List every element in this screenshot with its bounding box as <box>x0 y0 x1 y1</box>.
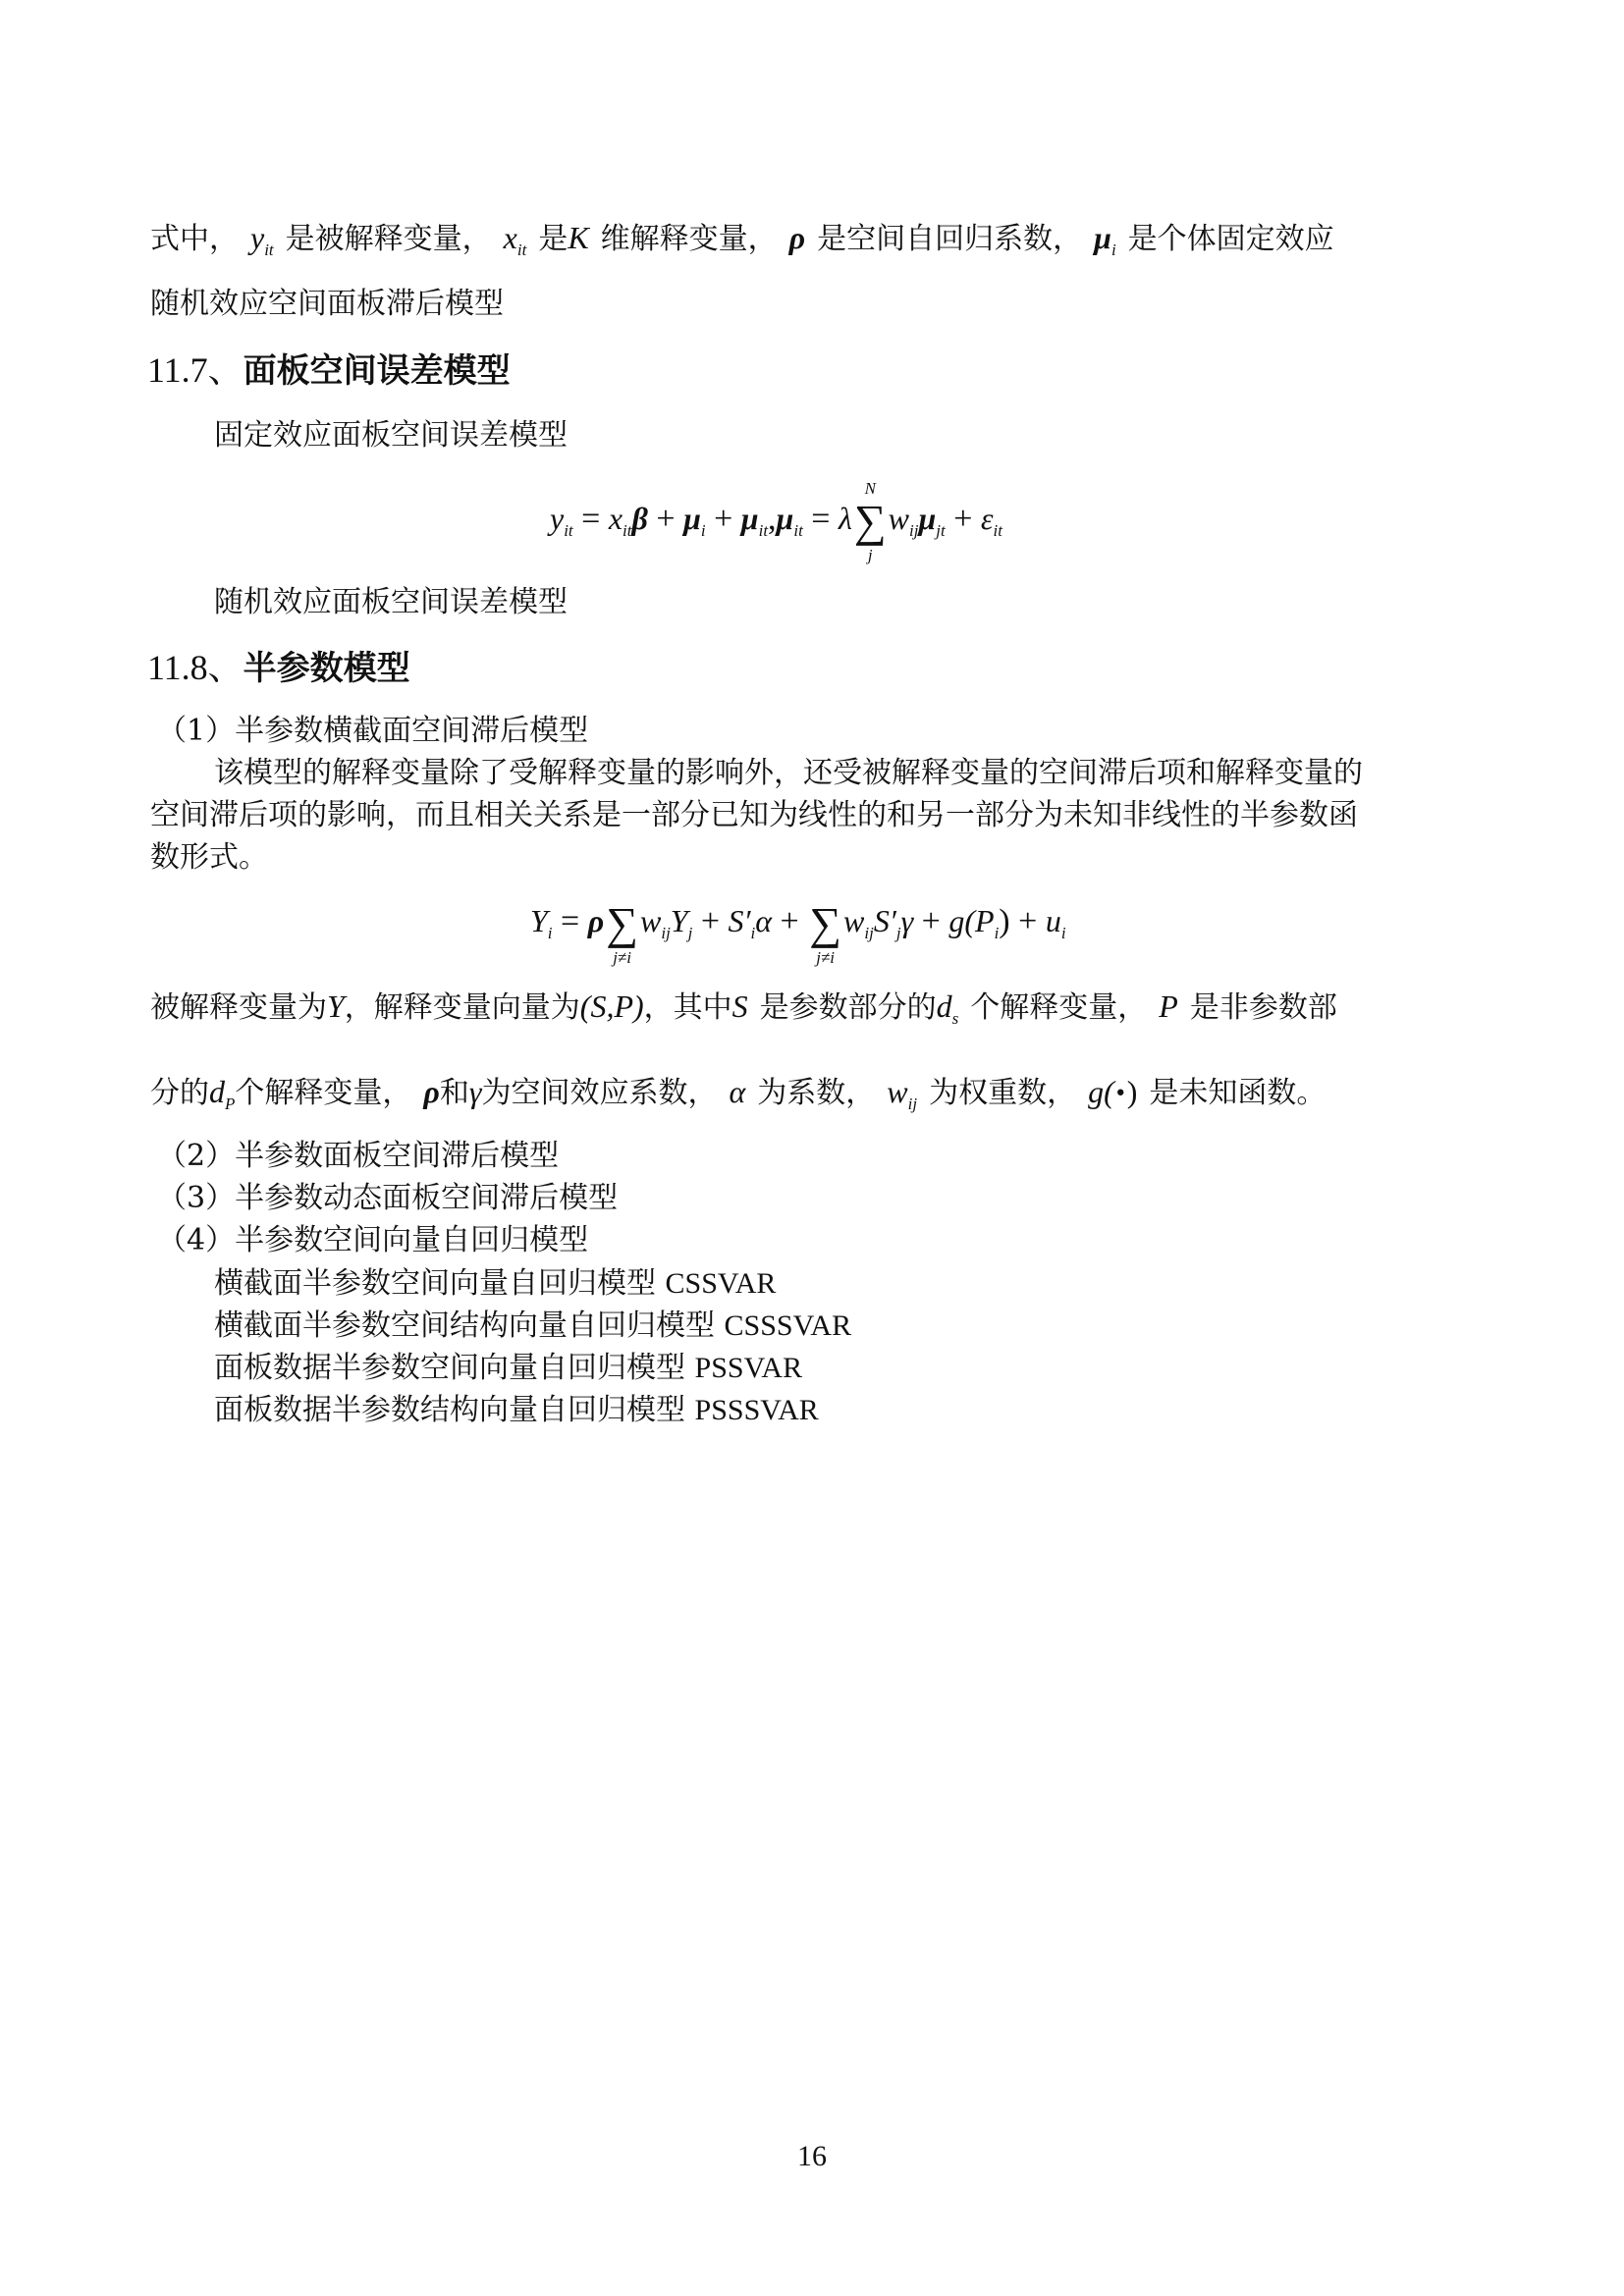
formula-symbol: Y <box>530 903 548 938</box>
section-title: 面板空间误差模型 <box>243 351 511 391</box>
var-rho: ρ <box>788 220 806 255</box>
formula-operator: + <box>953 501 973 537</box>
intro-variable-definition <box>150 218 1334 259</box>
var-alpha: α <box>729 1074 746 1109</box>
formula-symbol: μ <box>740 501 759 536</box>
sub-item-code: CSSSVAR <box>724 1309 852 1342</box>
text: ，其中 <box>643 990 732 1025</box>
formula-symbol: Y <box>670 903 688 938</box>
sum-icon: ∑ <box>853 496 887 547</box>
formula-symbol: w <box>888 501 909 536</box>
subscript: ij <box>864 924 874 942</box>
list-item-1: （1）半参数横截面空间滞后模型 <box>157 714 589 748</box>
paragraph-line-3: 数形式。 <box>150 840 268 875</box>
formula-symbol: w <box>843 903 865 938</box>
subscript: i <box>547 924 553 942</box>
section-title: 半参数模型 <box>243 649 410 688</box>
formula-operator: = <box>561 903 580 939</box>
formula-symbol: u <box>1045 903 1061 938</box>
formula-symbol: g <box>948 903 965 938</box>
var-rho: ρ <box>423 1074 440 1109</box>
formula-symbol: γ <box>900 903 914 938</box>
formula-operator: + <box>714 501 733 537</box>
subscript: i <box>700 521 706 540</box>
list-item-2: （2）半参数面板空间滞后模型 <box>157 1139 560 1173</box>
sub-item-code: CSSVAR <box>665 1267 777 1300</box>
subscript: it <box>758 521 769 540</box>
formula-symbol: S′ <box>873 903 896 938</box>
sum-icon: ∑ <box>809 898 842 949</box>
page-number: 16 <box>797 2140 827 2172</box>
sub-item-label: 横截面半参数空间向量自回归模型 <box>214 1266 656 1301</box>
subscript: ij <box>907 1095 918 1113</box>
formula-symbol: β <box>631 501 648 536</box>
var-y: y <box>250 220 265 255</box>
text: 维解释变量， <box>600 222 778 256</box>
formula-spatial-error-model <box>550 479 1002 565</box>
formula-symbol: μ <box>776 501 794 536</box>
var-w: w <box>887 1074 908 1109</box>
section-number: 11.7、 <box>147 350 244 390</box>
text: 为系数， <box>757 1076 876 1110</box>
var-p: P <box>1159 988 1178 1024</box>
sub-item-pssvar <box>214 1349 802 1388</box>
explanation-line-2 <box>150 1072 1326 1114</box>
sub-item-cssvar <box>214 1264 776 1304</box>
sum-upper-limit: N <box>864 479 876 499</box>
formula-symbol: y <box>550 501 565 536</box>
text: 是被解释变量， <box>285 222 492 256</box>
text: 为空间效应系数， <box>481 1076 718 1110</box>
section-number: 11.8、 <box>147 648 244 687</box>
text: 和 <box>439 1076 469 1110</box>
subscript: it <box>793 521 803 540</box>
var-mu: μ <box>1094 220 1111 255</box>
var-gamma: γ <box>468 1074 482 1109</box>
var-g: g( <box>1088 1074 1114 1109</box>
bullet-icon: • <box>1113 1082 1127 1106</box>
text: ) <box>1126 1074 1138 1109</box>
subscript: it <box>993 521 1002 540</box>
subscript: P <box>225 1095 236 1113</box>
subscript: it <box>623 521 632 540</box>
formula-symbol: μ <box>683 501 701 536</box>
text: 分的 <box>150 1076 209 1110</box>
var-y: Y <box>327 988 345 1024</box>
sub-item-label: 横截面半参数空间结构向量自回归模型 <box>214 1308 715 1343</box>
sum-icon: ∑ <box>606 898 638 949</box>
sub-item-code: PSSVAR <box>694 1352 803 1384</box>
text: 个解释变量， <box>235 1076 412 1110</box>
subscript: i <box>994 924 1000 942</box>
text: 是参数部分的 <box>759 990 937 1025</box>
formula-operator: + <box>700 903 721 939</box>
subscript: it <box>264 240 274 259</box>
text: 是 <box>538 222 568 256</box>
summation <box>606 898 638 968</box>
subscript: i <box>1060 924 1066 942</box>
random-effect-error-model-label: 随机效应面板空间误差模型 <box>214 585 568 619</box>
sum-lower-limit: j <box>867 546 873 565</box>
var-sp: (S,P) <box>579 988 644 1024</box>
formula-operator: ) <box>999 903 1010 939</box>
subscript: ij <box>908 521 919 540</box>
section-heading-11-7 <box>147 348 511 393</box>
formula-operator: + <box>1018 903 1038 939</box>
sub-item-psssvar <box>214 1391 819 1430</box>
sub-item-code: PSSSVAR <box>694 1394 819 1426</box>
var-x: x <box>503 220 517 255</box>
formula-operator: = <box>811 501 831 537</box>
sub-item-csssvar <box>214 1307 851 1346</box>
subscript: it <box>564 521 573 540</box>
formula-operator: + <box>780 903 799 939</box>
formula-symbol: x <box>608 501 623 536</box>
text: ，解释变量向量为 <box>344 990 580 1025</box>
formula-symbol: μ <box>918 501 937 536</box>
text: 是个体固定效应 <box>1127 222 1334 256</box>
formula-operator: + <box>656 501 676 537</box>
explanation-line-1 <box>150 987 1337 1028</box>
formula-symbol: S′ <box>728 903 751 938</box>
subscript: jt <box>936 521 946 540</box>
text: 个解释变量， <box>970 990 1148 1025</box>
subscript: s <box>951 1009 959 1028</box>
section-heading-11-8 <box>147 646 410 690</box>
subscript: i <box>1110 240 1116 259</box>
text: 是未知函数。 <box>1149 1076 1326 1110</box>
var-d: d <box>936 988 952 1024</box>
list-item-4: （4）半参数空间向量自回归模型 <box>157 1223 589 1257</box>
sum-lower-limit: j≠i <box>613 948 631 968</box>
paragraph-line-1: 该模型的解释变量除了受解释变量的影响外，还受被解释变量的空间滞后项和解释变量的 <box>214 756 1363 790</box>
subscript: j <box>895 924 901 942</box>
var-s: S <box>731 988 748 1024</box>
formula-symbol: w <box>640 903 662 938</box>
formula-symbol: λ <box>838 501 852 536</box>
text: 为权重数， <box>929 1076 1077 1110</box>
sum-lower-limit: j≠i <box>816 948 836 968</box>
formula-operator: = <box>581 501 601 537</box>
random-effect-lag-model-label: 随机效应空间面板滞后模型 <box>150 287 504 321</box>
paragraph-line-2: 空间滞后项的影响，而且相关关系是一部分已知为线性的和另一部分为未知非线性的半参数函 <box>150 798 1358 832</box>
var-k: K <box>568 220 589 255</box>
fixed-effect-error-model-label: 固定效应面板空间误差模型 <box>214 418 568 453</box>
formula-semiparametric-lag-model <box>530 898 1066 968</box>
summation <box>809 898 842 968</box>
var-d: d <box>209 1074 225 1109</box>
text: 式中， <box>150 222 239 256</box>
formula-operator: + <box>921 903 941 939</box>
subscript: it <box>516 240 527 259</box>
list-item-3: （3）半参数动态面板空间滞后模型 <box>157 1181 619 1215</box>
sub-item-label: 面板数据半参数结构向量自回归模型 <box>214 1393 685 1427</box>
subscript: j <box>687 924 693 942</box>
summation <box>853 479 887 565</box>
formula-symbol: ρ <box>587 903 605 938</box>
formula-symbol: ε <box>980 501 994 536</box>
text: 是非参数部 <box>1189 990 1337 1025</box>
text: 是空间自回归系数， <box>817 222 1083 256</box>
formula-symbol: α <box>755 903 773 938</box>
sub-item-label: 面板数据半参数空间向量自回归模型 <box>214 1351 685 1385</box>
formula-operator: , <box>768 501 777 537</box>
formula-symbol: (P <box>964 903 995 938</box>
text: 被解释变量为 <box>150 990 327 1025</box>
subscript: i <box>750 924 756 942</box>
subscript: ij <box>661 924 671 942</box>
